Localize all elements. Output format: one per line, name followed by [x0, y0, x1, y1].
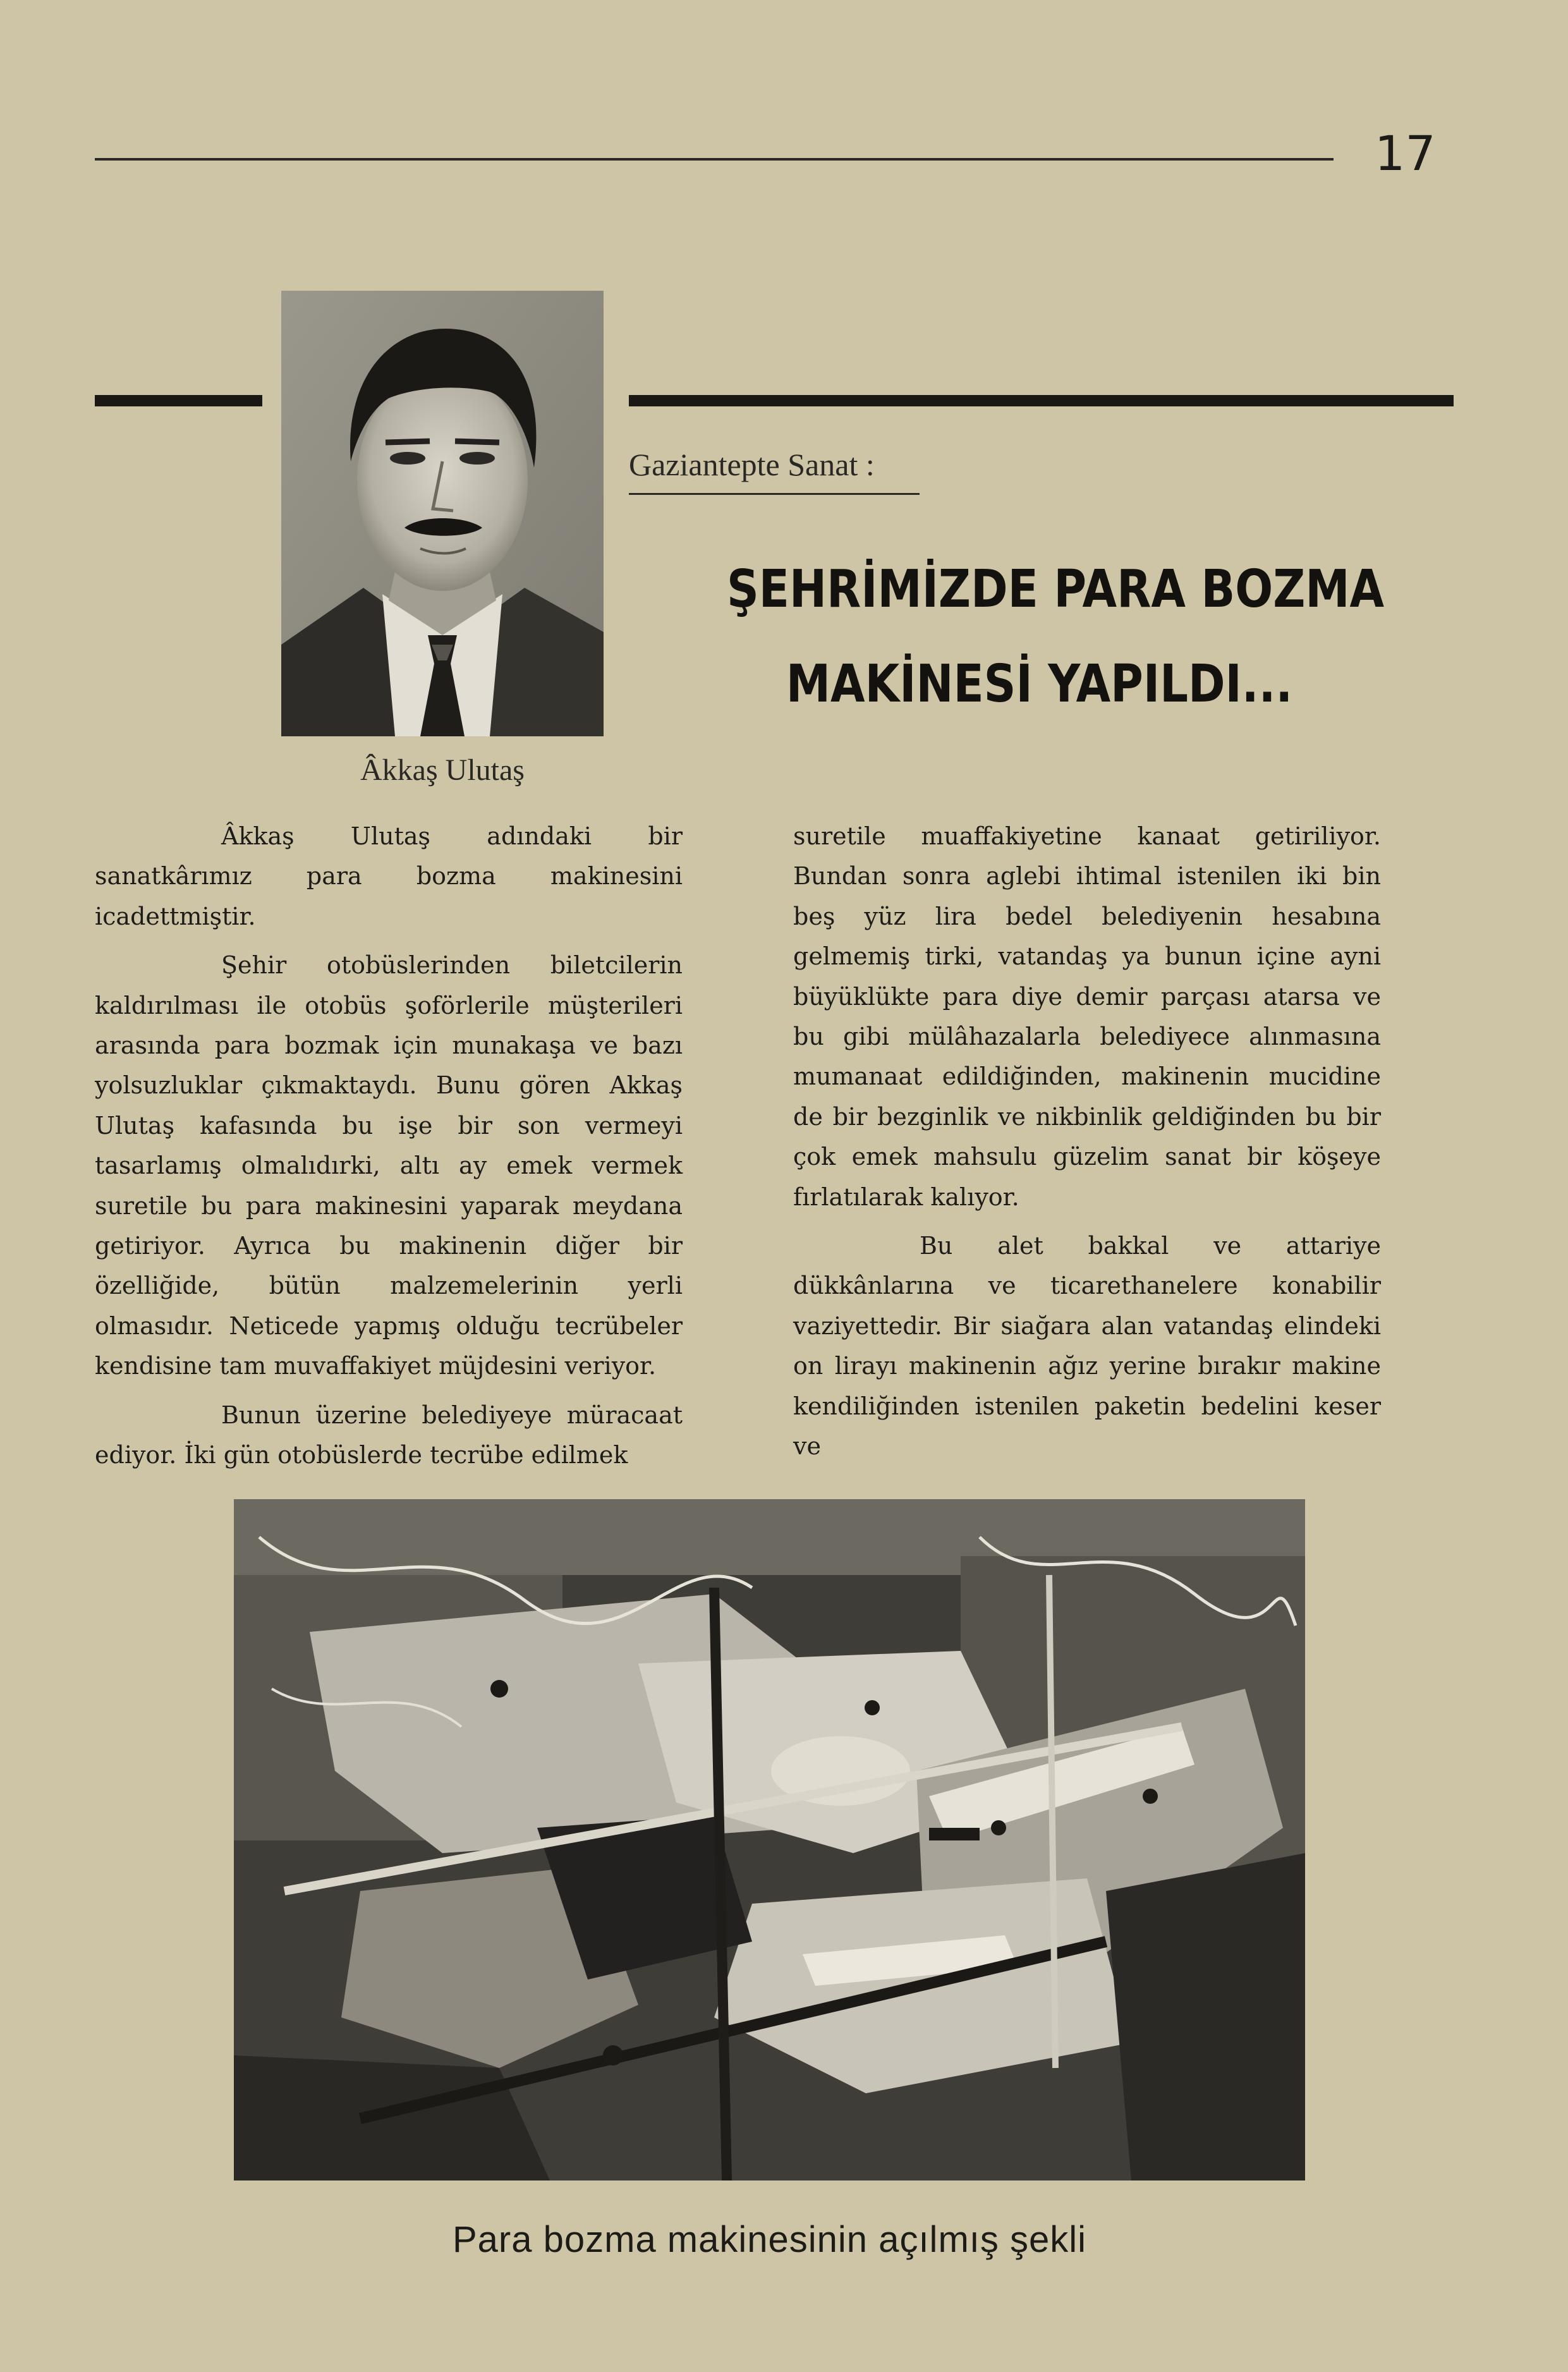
portrait-caption: Âkkaş Ulutaş [360, 753, 525, 787]
article-column-left [95, 817, 683, 1476]
paragraph: Âkkaş Ulutaş adındaki bir sanatkârımız para bozma makinesini icadettmiştir. [95, 822, 683, 930]
heading-bar-left [95, 395, 262, 406]
article-column-right [793, 817, 1381, 1467]
paragraph: suretile muaffakiyetine kanaat getiriliyor. Bundan sonra aglebi ihtimal istenilen iki bin beş yüz lira bedel belediyenin hesabına gelmemiş tirki, vatandaş ya bunun içine ayni büyüklükte para diye demir parçası atarsa ve bu gibi mülâhazalarla belediyece alınmasına mumanaat edildiğinden, makinenin mucidine de bir bezginlik ve nikbinlik geldiğinden bu bir çok emek mahsulu güzelim sanat bir köşeye fırlatılarak kalıyor. [793, 822, 1381, 1211]
headline-line-2: MAKİNESİ YAPILDI... [786, 654, 1293, 714]
paragraph: Bunun üzerine belediyeye müracaat ediyor. İki gün otobüslerde tecrübe edilmek [95, 1401, 683, 1469]
photo-caption: Para bozma makinesinin açılmış şekli [452, 2219, 1087, 2260]
article-kicker: Gaziantepte Sanat : [629, 447, 875, 482]
article-headline [727, 542, 1385, 732]
page-number: 17 [1375, 125, 1436, 181]
portrait-photo [281, 291, 604, 736]
paragraph: Bu alet bakkal ve attariye dükkânlarına ve ticarethanelere konabilir vaziyettedir. Bir siağara alan vatandaş elindeki on lirayı makinenin ağız yerine bırakır makine kendiliğinden istenilen paketin bedelini keser ve [793, 1232, 1381, 1461]
heading-bar-right [629, 395, 1454, 406]
top-rule [95, 158, 1334, 161]
headline-line-1: ŞEHRİMİZDE PARA BOZMA [727, 559, 1385, 619]
kicker-underline [629, 493, 920, 495]
machine-photo [234, 1499, 1305, 2180]
paragraph: Şehir otobüslerinden biletcilerin kaldırılması ile otobüs şoförlerile müşterileri arasında para bozmak için munakaşa ve bazı yolsuzluklar çıkmaktaydı. Bunu gören Akkaş Ulutaş kafasında bu işe bir son vermeyi tasarlamış olmalıdırki, altı ay emek vermek suretile bu para makinesini yaparak meydana getiriyor. Ayrıca bu makinenin diğer bir özelliğide, bütün malzemelerinin yerli olmasıdır. Neticede yapmış olduğu tecrübeler kendisine tam muvaffakiyet müjdesini veriyor. [95, 951, 683, 1380]
